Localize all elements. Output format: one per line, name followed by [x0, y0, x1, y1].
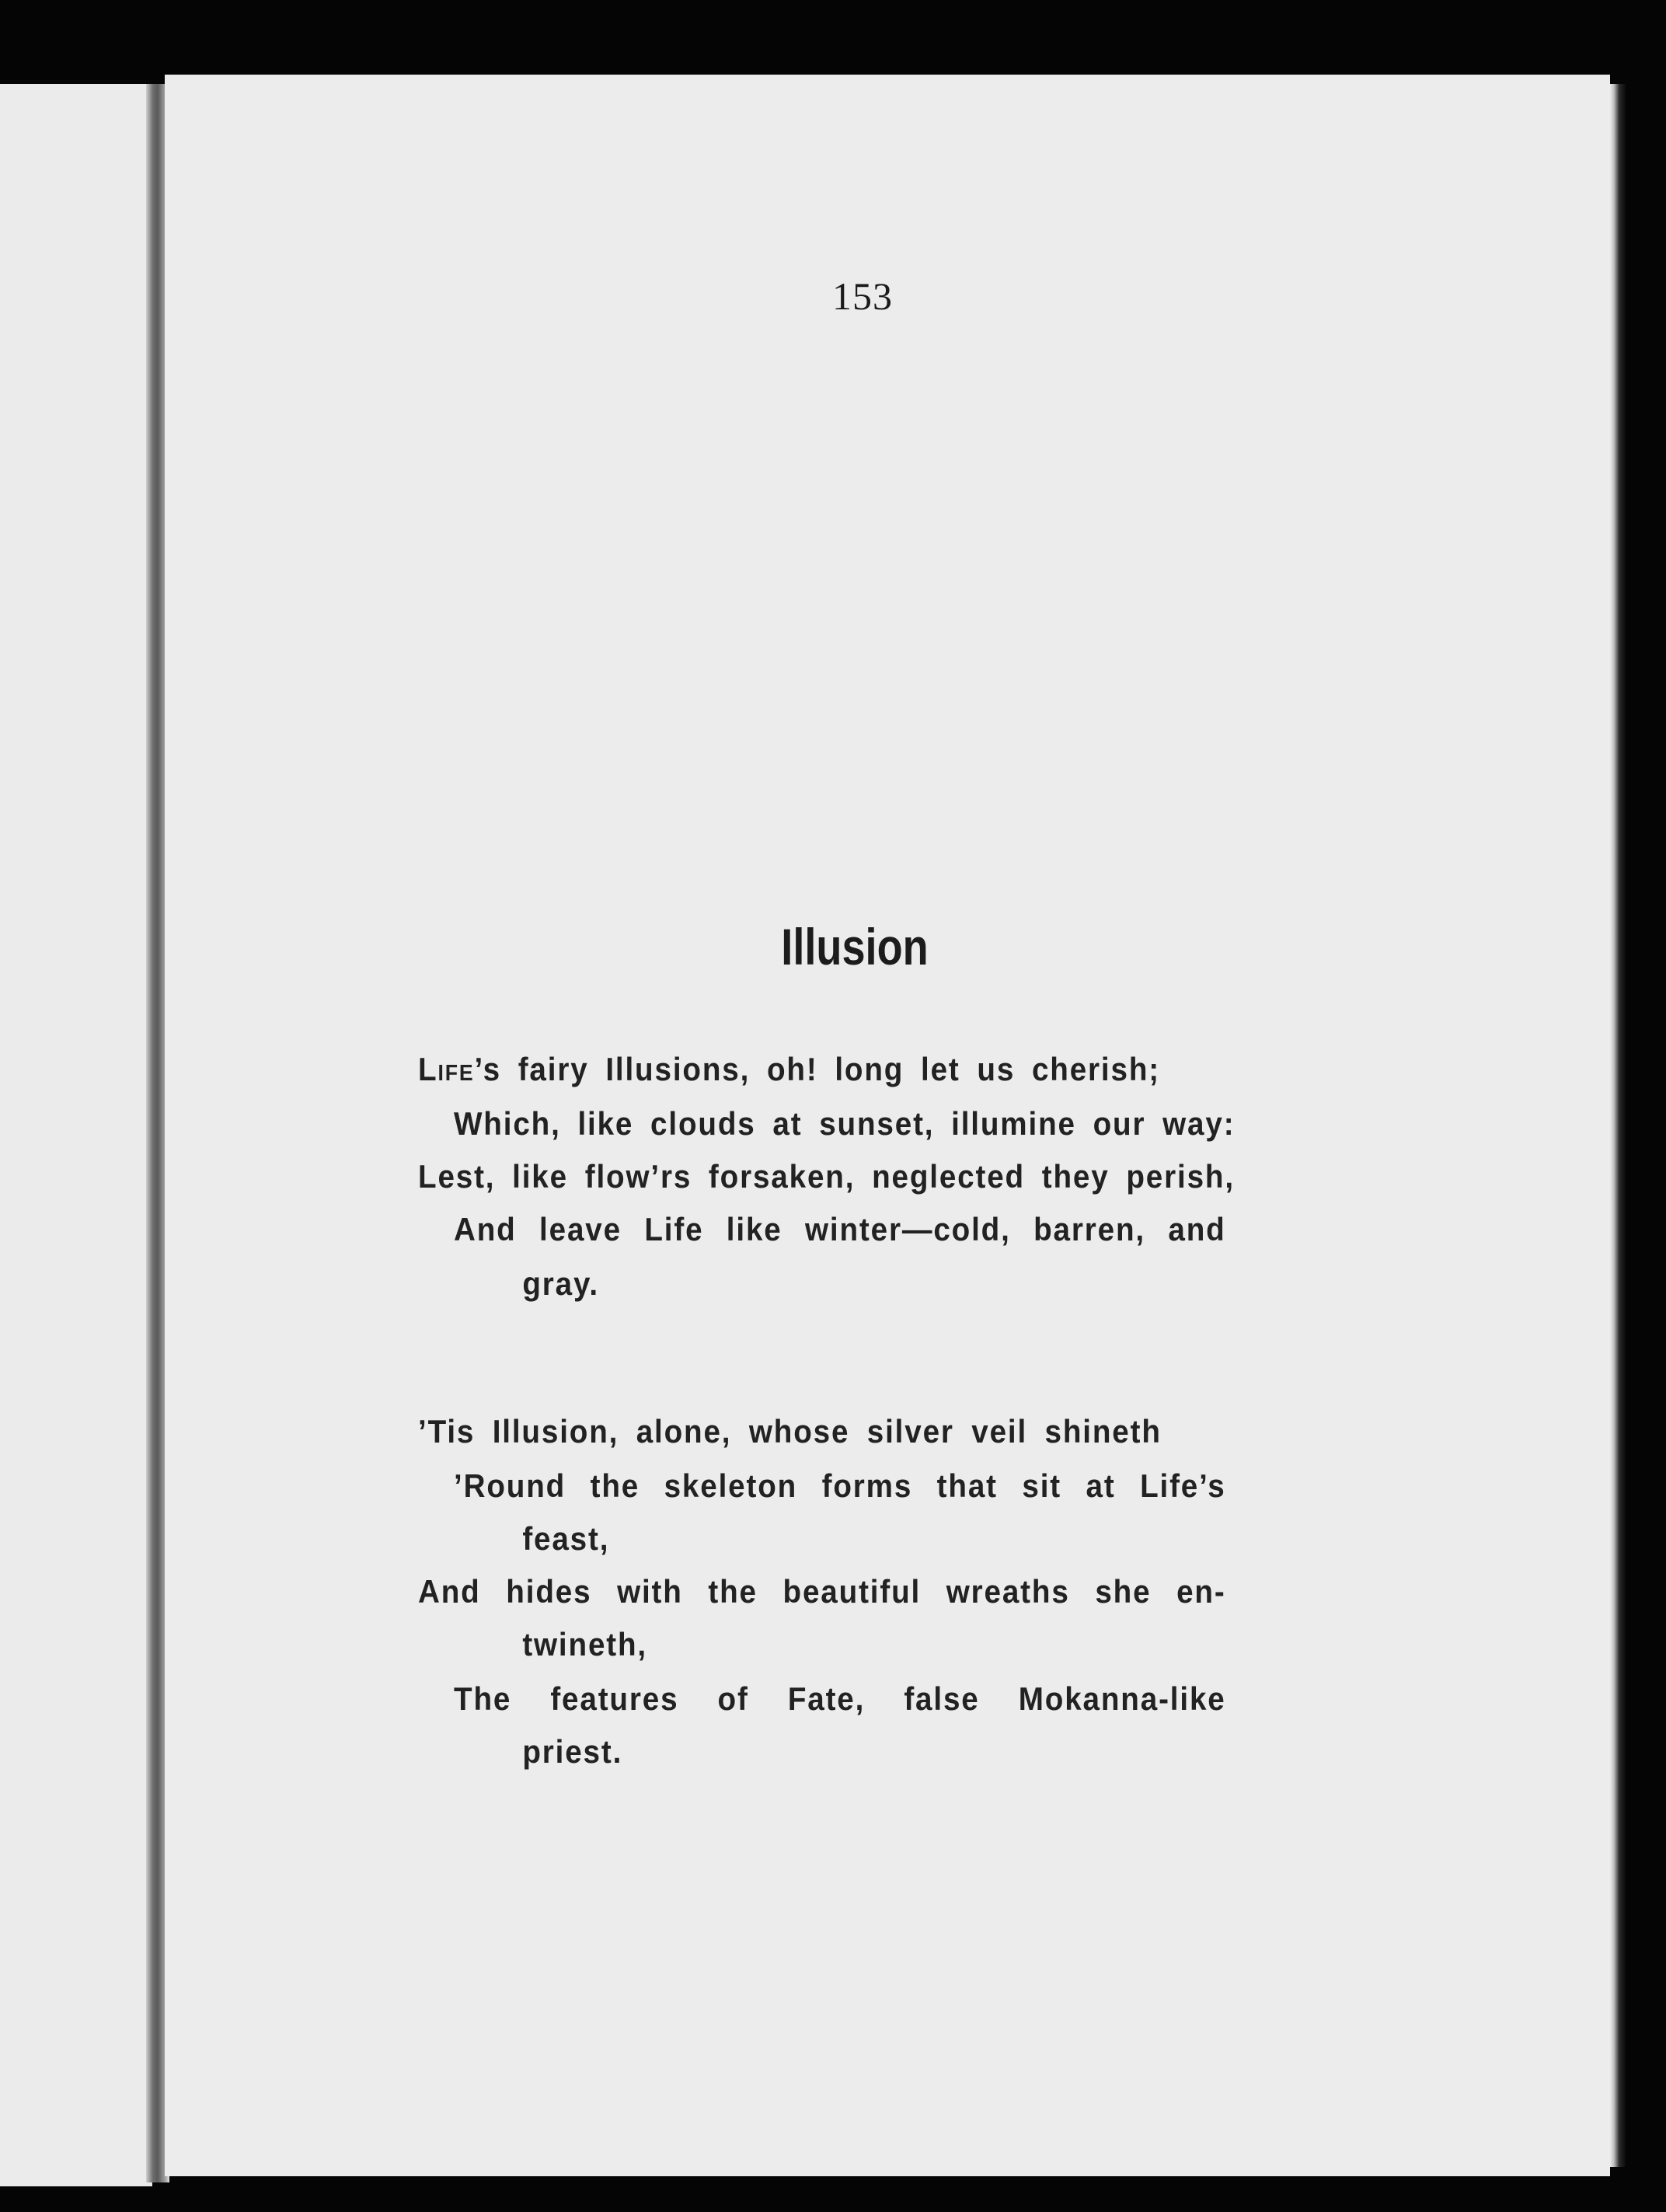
poem-line: The features of Fate, false Mokanna-like	[454, 1680, 1226, 1717]
facing-page-edge	[0, 84, 152, 2186]
poem-line: twineth,	[522, 1626, 648, 1662]
poem-line: ’Tis Illusion, alone, whose silver veil shineth	[418, 1413, 1162, 1450]
poem-title: Illusion	[781, 918, 929, 975]
poem-line: Life’s fairy Illusions, oh! long let us cherish;	[418, 1051, 1160, 1087]
poem-line: Lest, like flow’rs forsaken, neglected they perish,	[418, 1158, 1235, 1195]
poem-line: gray.	[522, 1265, 600, 1302]
drop-word: Life	[418, 1051, 475, 1087]
poem-line: ’Round the skeleton forms that sit at Life’s	[454, 1467, 1226, 1504]
poem-line: feast,	[522, 1520, 610, 1557]
poem-line: Which, like clouds at sunset, illumine our way:	[454, 1105, 1236, 1142]
poem-line: And leave Life like winter—cold, barren, and	[454, 1211, 1226, 1247]
poem-line: And hides with the beautiful wreaths she en-	[418, 1573, 1226, 1610]
page-number: 153	[832, 274, 893, 318]
poem-line: priest.	[522, 1733, 623, 1770]
page-binding-edge	[1610, 84, 1626, 2167]
